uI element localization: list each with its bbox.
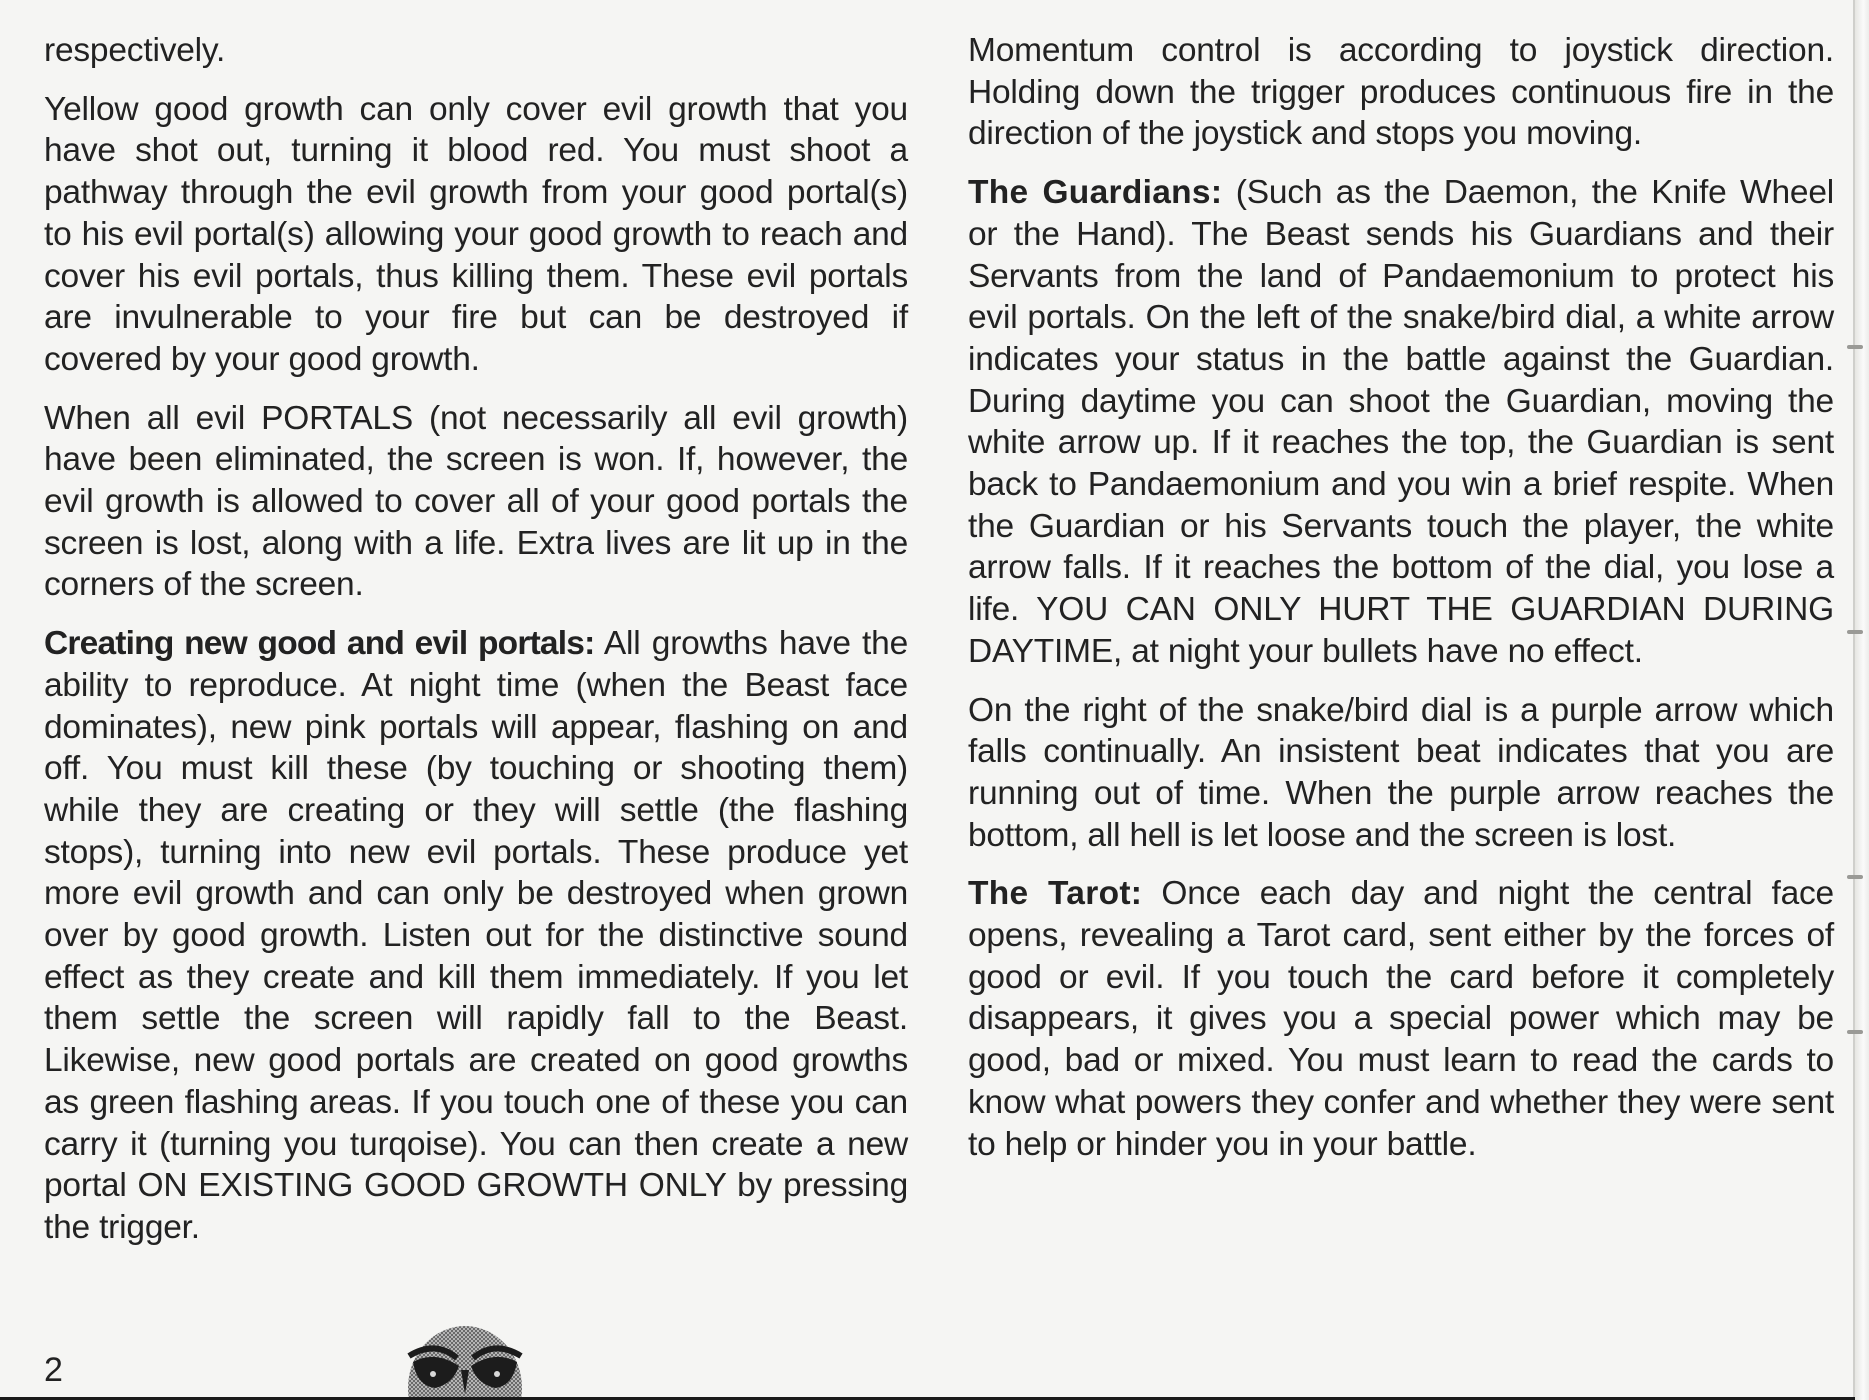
left-column [44,30,908,1266]
paragraph-tarot [968,873,1834,1165]
paragraph-text: (Such as the Daemon, the Knife Wheel or the Hand). The Beast sends his Guardians and their Servants from the land of Pandaemonium to protect his evil portals. On the left of the snake/bird dial, a white arrow indicates your status in the battle against the Guardian. During daytime you can shoot the Guardian, moving the white arrow up. If it reaches the top, the Guardian is sent back to Pandaemonium and you win a brief respite. When the Guardian or his Servants touch the player, the white arrow falls. If it reaches the bottom of the dial, you lose a life. YOU CAN ONLY HURT THE GUARDIAN DURING DAYTIME, at night your bullets have no effect. [968,174,1835,670]
paragraph-guardians [968,172,1834,672]
paragraph-text: respectively. [44,32,226,69]
paragraph-text: When all evil PORTALS (not necessarily all evil growth) have been eliminated, the screen is won. If, however, the evil growth is allowed to cover all of your good portals the screen is lost, along with a life. Extra lives are lit up in the corners of the screen. [44,399,908,604]
paragraph-portals-eliminated [44,398,908,607]
right-column [968,30,1834,1182]
paragraph-purple-arrow [968,690,1834,857]
paragraph-text: Once each day and night the central face opens, revealing a Tarot card, sent either by the forces of good or evil. If you touch the card before it completely disappears, it gives you a special power which may be good, bad or mixed. You must learn to read the cards to know what powers they confer and whether they were sent to help or hinder you in your battle. [968,875,1834,1163]
page-number: 2 [44,1351,63,1389]
staple-mark [1847,875,1863,879]
paragraph-text: Yellow good growth can only cover evil growth that you have shot out, turning it blood red. You must shoot a pathway through the evil growth from your good portal(s) to his evil portal(s) allowing your good growth to reach and cover his evil portals, thus killing them. These evil portals are invulnerable to your fire but can be destroyed if covered by your good growth. [44,90,908,378]
paragraph-text: All growths have the ability to reproduce. At night time (when the Beast face dominates), new pink portals will appear, flashing on and off. You must kill these (by touching or shooting them) while they are creating or they will settle (the flashing stops), turning into new evil portals. These produce yet more evil growth and can only be destroyed when grown over by good growth. Listen out for the distinctive sound effect as they create and kill them immediately. If you let them settle the screen will rapidly fall to the Beast. Likewise, new good portals are created on good growths as green flashing areas. If you touch one of these you can carry it (turning you turqoise). You can then create a new portal ON EXISTING GOOD GROWTH ONLY by pressing the trigger. [44,625,908,1246]
paragraph-respectively [44,30,908,72]
section-heading-creating-portals: Creating new good and evil portals: [44,625,595,663]
staple-mark [1847,630,1863,634]
paragraph-yellow-growth [44,89,908,381]
paragraph-text: On the right of the snake/bird dial is a purple arrow which falls continually. An insistent beat indicates that you are running out of time. When the purple arrow reaches the bottom, all hell is let loose and the screen is lost. [968,691,1834,854]
paragraph-text: Momentum control is according to joystick direction. Holding down the trigger produces continuous fire in the direction of the joystick and stops you moving. [968,32,1834,153]
page-binding-edge [1853,0,1869,1400]
section-heading-tarot: The Tarot: [968,875,1143,913]
staple-mark [1847,1030,1863,1034]
paragraph-momentum-control [968,30,1834,155]
paragraph-creating-portals [44,623,908,1249]
beast-face-emblem-icon [395,1322,535,1400]
staple-mark [1847,345,1863,349]
section-heading-guardians: The Guardians: [968,174,1223,212]
